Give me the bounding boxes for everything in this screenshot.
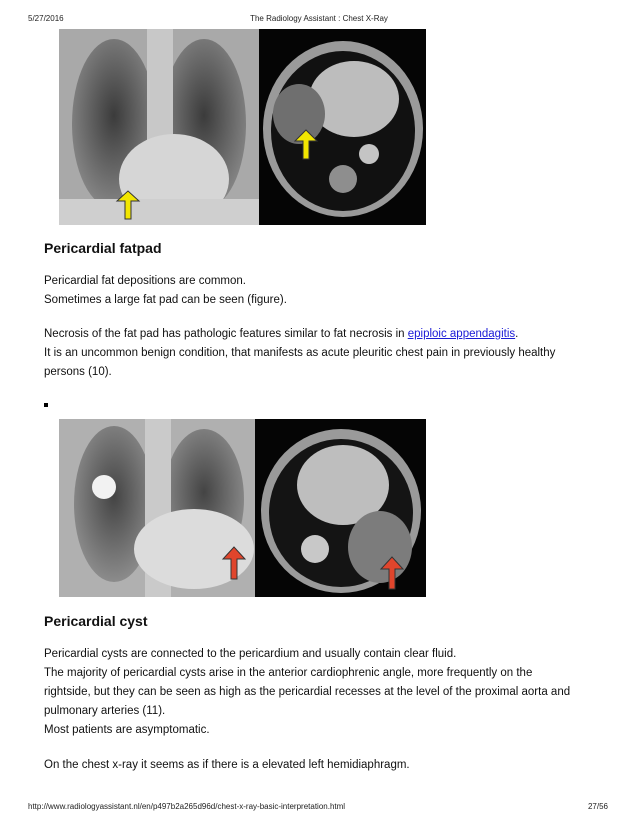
link-epiploic-appendagitis[interactable]: epiploic appendagitis <box>407 328 516 340</box>
paragraph-fatpad-intro: Pericardial fat depositions are common. Sometimes a large fat pad can be seen (figure). <box>44 275 287 306</box>
print-url: http://www.radiologyassistant.nl/en/p497b2a265d96d/chest-x-ray-basic-interpretation.html <box>28 802 346 811</box>
ct-scan-image <box>259 29 426 225</box>
section-heading-cyst: Pericardial cyst <box>44 613 148 629</box>
print-date: 5/27/2016 <box>28 14 64 23</box>
paragraph-fatpad-necrosis: Necrosis of the fat pad has pathologic features similar to fat necrosis in epiploic appendagitis. It is an uncommon benign condition, that manifests as acute pleuritic chest pain in previously healthy persons (10). <box>44 328 556 378</box>
chest-xray-image <box>59 29 259 225</box>
print-page-title: The Radiology Assistant : Chest X-Ray <box>250 14 388 23</box>
ct-scan-image <box>255 419 426 597</box>
page-number: 27/56 <box>587 802 608 811</box>
section-heading-fatpad: Pericardial fatpad <box>44 240 162 256</box>
pacemaker-device <box>92 475 116 499</box>
paragraph-cyst-description: Pericardial cysts are connected to the pericardium and usually contain clear fluid. The majority of pericardial cysts arise in the anterior cardiophrenic angle, more frequently on the rightside, but they can be seen as high as the pericardial recesses at the level of the proximal aorta and pulmonary arteries (11). Most patients are asymptomatic. <box>44 648 571 736</box>
figure-pericardial-cyst <box>59 419 426 597</box>
chest-xray-image <box>59 419 255 597</box>
figure-pericardial-fatpad <box>59 29 426 225</box>
bullet-marker <box>44 403 48 407</box>
paragraph-cyst-xray: On the chest x-ray it seems as if there is a elevated left hemidiaphragm. <box>44 759 410 771</box>
